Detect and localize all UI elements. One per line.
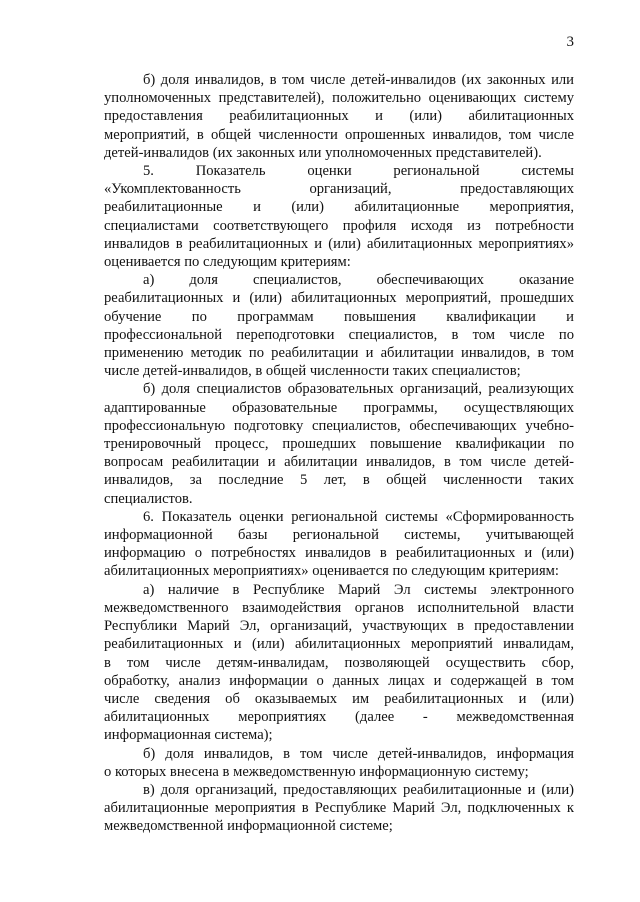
text-line: числе сведения об оказываемых им реабилитационных и (или)	[104, 690, 574, 707]
text-line: уполномоченных представителей), положительно оценивающих систему	[104, 90, 574, 107]
text-line: оценивается по следующим критериям:	[104, 254, 351, 271]
text-line: о которых внесена в межведомственную информационную систему;	[104, 763, 529, 780]
text-line: б) доля инвалидов, в том числе детей-инвалидов (их законных или	[143, 72, 574, 88]
paragraph	[104, 380, 574, 507]
text-line: специалистов.	[104, 490, 193, 507]
text-line: в) доля организаций, предоставляющих реабилитационные и (или)	[143, 781, 574, 798]
paragraph	[104, 271, 574, 380]
text-line: инвалидов в реабилитационных и (или) абилитационных мероприятиях»	[104, 235, 574, 252]
page-number: 3	[566, 34, 574, 50]
text-line: адаптированные образовательные программы, осуществляющих	[104, 399, 574, 416]
document-body	[104, 71, 574, 836]
text-line: применению методик по реабилитации и абилитации инвалидов, в том	[104, 345, 574, 362]
text-line: «Укомплектованность организаций, предоставляющих	[104, 181, 574, 198]
text-line: специалистами соответствующего профиля исходя из потребности	[104, 217, 574, 234]
text-line: в том числе детям-инвалидам, позволяющей осуществить сбор,	[104, 654, 574, 671]
text-line: профессиональной переподготовки специалистов, в том числе по	[104, 326, 574, 343]
text-line: Республики Марий Эл, организаций, участвующих в предоставлении	[104, 618, 574, 635]
text-line: реабилитационных и (или) абилитационных мероприятий инвалидам,	[104, 636, 574, 653]
text-line: а) наличие в Республике Марий Эл системы электронного	[143, 581, 574, 598]
paragraph	[104, 581, 574, 745]
text-line: тренировочный процесс, прошедших повышение квалификации по	[104, 436, 574, 453]
text-line: 6. Показатель оценки региональной системы «Сформированность	[143, 508, 574, 525]
text-line: абилитационных мероприятиях (далее - межведомственная	[104, 709, 574, 726]
text-line: числе детей-инвалидов, в общей численности таких специалистов;	[104, 363, 521, 380]
paragraph	[104, 745, 574, 781]
text-line: а) доля специалистов, обеспечивающих оказание	[143, 272, 574, 289]
text-line: инвалидов, за последние 5 лет, в общей численности таких	[104, 472, 574, 489]
text-line: абилитационные мероприятия в Республике Марий Эл, подключенных к	[104, 800, 574, 817]
text-line: вопросам реабилитации и абилитации инвалидов, в том числе детей-	[104, 454, 574, 471]
text-line: 5. Показатель оценки региональной системы	[143, 163, 574, 180]
text-line: межведомственного взаимодействия органов исполнительной власти	[104, 599, 574, 616]
text-line: б) доля специалистов образовательных организаций, реализующих	[143, 381, 574, 398]
text-line: информационной базы региональной системы, учитывающей	[104, 527, 574, 544]
paragraph	[104, 162, 574, 271]
text-line: информацию о потребностях инвалидов в реабилитационных и (или)	[104, 545, 574, 562]
text-line: информационная система);	[104, 727, 273, 744]
text-line: абилитационных мероприятиях» оценивается по следующим критериям:	[104, 563, 559, 580]
text-line: реабилитационные и (или) абилитационные мероприятия,	[104, 199, 574, 216]
text-line: детей-инвалидов (их законных или уполномоченных представителей).	[104, 144, 542, 161]
text-line: предоставления реабилитационных и (или) абилитационных	[104, 108, 574, 125]
text-line: б) доля инвалидов, в том числе детей-инвалидов, информация	[143, 745, 574, 762]
text-line: обучение по программам повышения квалификации и	[104, 308, 574, 325]
paragraph	[104, 71, 574, 162]
text-line: профессиональную подготовку специалистов, обеспечивающих учебно-	[104, 417, 574, 434]
text-line: межведомственной информационной системе;	[104, 818, 393, 835]
text-line: мероприятий, в общей численности опрошенных инвалидов, том числе	[104, 126, 574, 143]
paragraph	[104, 508, 574, 581]
text-line: реабилитационных и (или) абилитационных мероприятий, прошедших	[104, 290, 574, 307]
paragraph	[104, 781, 574, 836]
text-line: обработку, анализ информации о данных лицах и содержащей в том	[104, 672, 574, 689]
